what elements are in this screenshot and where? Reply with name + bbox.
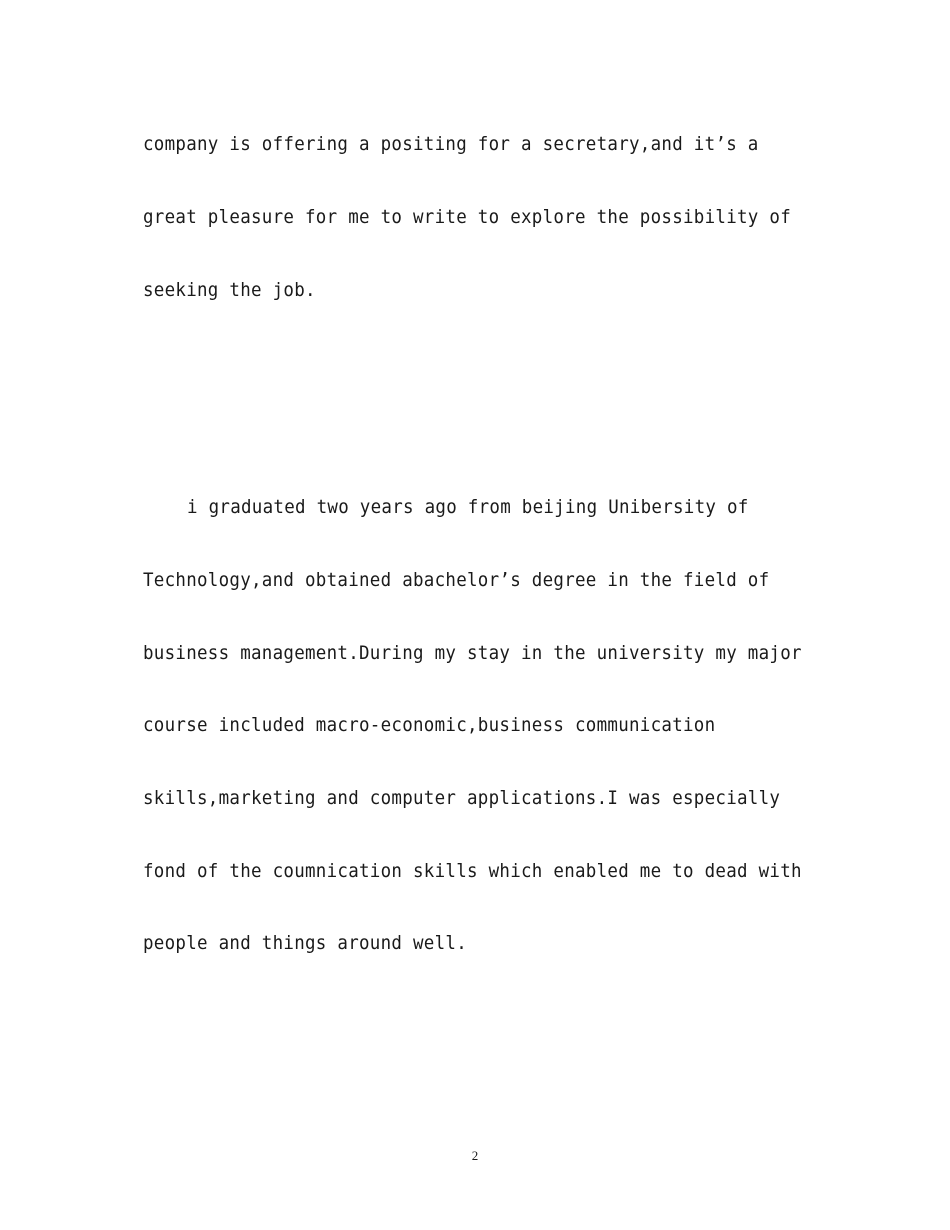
- paragraph-2-line-7: people and things around well.: [143, 932, 467, 954]
- paragraph-2-line-3: business management.During my stay in the university my major: [143, 642, 802, 664]
- paragraph-2-line-2: Technology,and obtained abachelor’s degree in the field of: [143, 569, 770, 591]
- page-number: 2: [471, 1148, 479, 1163]
- paragraph-2-line-6: fond of the coumnication skills which enabled me to dead with: [143, 860, 802, 882]
- paragraph-2-line-1: i graduated two years ago from beijing Unibersity of: [187, 496, 749, 518]
- paragraph-2-line-5: skills,marketing and computer applications.I was especially: [143, 787, 781, 809]
- paragraph-1-line-1: company is offering a positing for a secretary,and it’s a: [143, 133, 759, 155]
- paragraph-2-line-4: course included macro-economic,business communication: [143, 714, 716, 736]
- paragraph-1-line-3: seeking the job.: [143, 279, 316, 301]
- paragraph-1-line-2: great pleasure for me to write to explore the possibility of: [143, 206, 791, 228]
